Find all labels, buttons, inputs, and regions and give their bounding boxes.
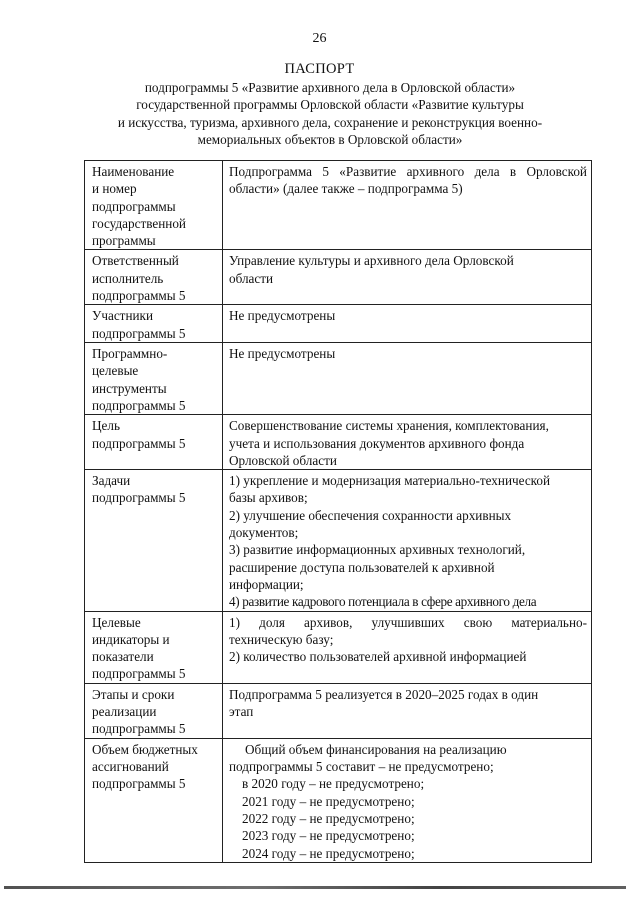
row-label <box>85 305 223 343</box>
label-line: Этапы и сроки <box>92 686 175 702</box>
table-row-tasks <box>85 470 592 611</box>
content-line: 1) доля архивов, улучшивших свою материально- <box>229 614 587 630</box>
content-line: 2) количество пользователей архивной информацией <box>229 649 527 665</box>
row-label <box>85 415 223 470</box>
label-line: подпрограммы 5 <box>92 490 186 506</box>
row-content <box>223 250 592 305</box>
row-label <box>85 161 223 250</box>
label-line: подпрограммы 5 <box>92 397 186 413</box>
label-line: Задачи <box>92 473 131 489</box>
content-line: Не предусмотрены <box>229 308 336 324</box>
label-line: ассигнований <box>92 759 169 775</box>
label-line: Цель <box>92 418 120 434</box>
content-line: 2) улучшение обеспечения сохранности архивных <box>229 507 512 523</box>
row-content <box>223 738 592 862</box>
row-label <box>85 250 223 305</box>
content-line: подпрограммы 5 составит – не предусмотрено; <box>229 759 494 775</box>
content-line: информации; <box>229 576 304 592</box>
table-row-stages <box>85 683 592 738</box>
content-line: Не предусмотрены <box>229 346 336 362</box>
subtitle-line: подпрограммы 5 «Развитие архивного дела в Орловской области» <box>144 80 516 95</box>
content-line: этап <box>229 704 254 720</box>
label-line: реализации <box>92 704 157 720</box>
label-line: инструменты <box>92 380 167 396</box>
content-line: базы архивов; <box>229 490 308 506</box>
content-line: области» (далее также – подпрограмма 5) <box>229 181 463 197</box>
content-line: Подпрограмма 5 «Развитие архивного дела в Орловской <box>229 164 587 179</box>
content-line: области <box>229 270 274 286</box>
content-line: документов; <box>229 525 299 541</box>
row-label <box>85 470 223 611</box>
label-line: индикаторы и <box>92 631 170 647</box>
document-subtitle <box>95 79 565 148</box>
label-line: Участники <box>92 308 154 324</box>
row-label <box>85 738 223 862</box>
row-content <box>223 415 592 470</box>
subtitle-line: и искусства, туризма, архивного дела, сохранение и реконструкция военно- <box>117 114 543 130</box>
row-label <box>85 611 223 683</box>
table-row-goal <box>85 415 592 470</box>
page-number: 26 <box>312 31 327 46</box>
table-row-budget <box>85 738 592 862</box>
content-line: 3) развитие информационных архивных технологий, <box>229 542 526 558</box>
content-line: 2022 году – не предусмотрено; <box>242 810 415 826</box>
table-row-name <box>85 161 592 250</box>
content-line: техническую базу; <box>229 631 334 647</box>
row-label <box>85 343 223 415</box>
document-title: ПАСПОРТ <box>284 61 355 77</box>
row-content <box>223 343 592 415</box>
label-line: подпрограммы 5 <box>92 288 186 304</box>
label-line: и номер <box>92 181 137 197</box>
label-line: подпрограммы 5 <box>92 776 186 792</box>
label-line: государственной <box>92 215 186 231</box>
row-content <box>223 683 592 738</box>
label-line: подпрограммы 5 <box>92 666 186 682</box>
content-line: 2021 году – не предусмотрено; <box>242 793 415 809</box>
row-label <box>85 683 223 738</box>
content-line: 1) укрепление и модернизация материально-технической <box>229 473 551 489</box>
row-content <box>223 161 592 250</box>
subtitle-line: государственной программы Орловской области «Развитие культуры <box>136 97 524 113</box>
label-line: подпрограммы <box>92 198 176 214</box>
row-content <box>223 305 592 343</box>
row-content <box>223 611 592 683</box>
label-line: подпрограммы 5 <box>92 325 186 341</box>
row-content <box>223 470 592 611</box>
table-row-participants <box>85 305 592 343</box>
label-line: исполнитель <box>92 270 164 286</box>
content-line: Совершенствование системы хранения, комплектования, <box>229 418 549 434</box>
content-line: Подпрограмма 5 реализуется в 2020–2025 годах в один <box>229 686 539 702</box>
label-line: Наименование <box>92 164 175 179</box>
page-bottom-edge <box>4 886 626 889</box>
label-line: Программно- <box>92 346 168 362</box>
label-line: программы <box>92 233 156 249</box>
content-line: 2023 году – не предусмотрено; <box>242 828 415 844</box>
subtitle-line: мемориальных объектов в Орловской области» <box>197 131 463 147</box>
label-line: целевые <box>92 363 139 379</box>
content-line: Общий объем финансирования на реализацию <box>245 741 507 757</box>
content-line: учета и использования документов архивного фонда <box>229 435 525 451</box>
label-line: Ответственный <box>92 253 179 269</box>
content-line: Орловской области <box>229 452 337 468</box>
label-line: Целевые <box>92 614 141 630</box>
table-row-indicators <box>85 611 592 683</box>
label-line: подпрограммы 5 <box>92 721 186 737</box>
table-row-executor <box>85 250 592 305</box>
passport-table <box>84 160 592 863</box>
content-line: расширение доступа пользователей к архивной <box>229 559 495 575</box>
label-line: показатели <box>92 649 154 665</box>
content-line: в 2020 году – не предусмотрено; <box>242 776 425 792</box>
content-line: Управление культуры и архивного дела Орловской <box>229 253 514 269</box>
label-line: подпрограммы 5 <box>92 435 186 451</box>
content-line: 4) развитие кадрового потенциала в сфере архивного дела <box>229 594 537 610</box>
table-row-instruments <box>85 343 592 415</box>
label-line: Объем бюджетных <box>92 741 198 757</box>
content-line: 2024 году – не предусмотрено; <box>242 845 415 861</box>
